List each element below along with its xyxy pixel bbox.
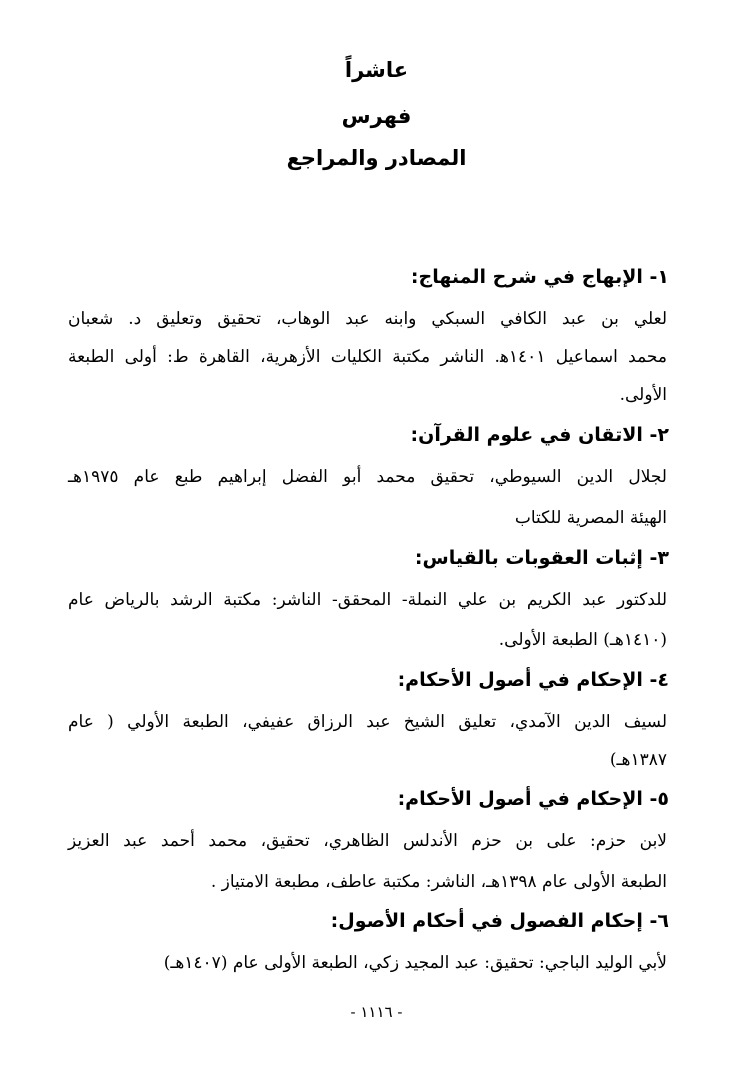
entry-1-line-1: لعلي بن عبد الكافي السبكي وابنه عبد الوهاب، تحقيق وتعليق د. شعبان xyxy=(68,309,667,329)
entry-1-title: ١- الإبهاج في شرح المنهاج: xyxy=(410,266,669,288)
page-number: - ١١١٦ - xyxy=(350,1003,403,1021)
entry-5-line-2: الطبعة الأولى عام ١٣٩٨هـ، الناشر: مكتبة عاطف، مطبعة الامتياز . xyxy=(210,872,667,892)
entry-2-title: ٢- الاتقان في علوم القرآن: xyxy=(410,424,669,446)
entry-2-line-2: الهيئة المصرية للكتاب xyxy=(514,508,667,528)
entry-6-title: ٦- إحكام الفصول في أحكام الأصول: xyxy=(330,910,669,932)
entry-2-line-1: لجلال الدين السيوطي، تحقيق محمد أبو الفضل إبراهيم طبع عام ١٩٧٥هـ xyxy=(68,467,667,487)
sources-references-heading: المصادر والمراجع xyxy=(286,146,467,170)
entry-1-line-3: الأولى. xyxy=(619,385,667,405)
entry-3-title: ٣- إثبات العقوبات بالقياس: xyxy=(414,547,669,569)
entry-5-title: ٥- الإحكام في أصول الأحكام: xyxy=(397,788,669,810)
entry-1-line-2: محمد اسماعيل ١٤٠١ه‍. الناشر مكتبة الكليات الأزهرية، القاهرة ط: أولى الطبعة xyxy=(68,347,667,367)
entry-4-line-2: ١٣٨٧هـ) xyxy=(609,750,667,770)
entry-4-line-1: لسيف الدين الآمدي، تعليق الشيخ عبد الرزاق عفيفي، الطبعة الأولي ( عام xyxy=(68,712,667,732)
entry-5-line-1: لابن حزم: على بن حزم الأندلس الظاهري، تحقيق، محمد أحمد عبد العزيز xyxy=(68,831,667,851)
index-heading: فهرس xyxy=(341,104,412,128)
entry-4-title: ٤- الإحكام في أصول الأحكام: xyxy=(397,669,669,691)
entry-3-line-1: للدكتور عبد الكريم بن علي النملة- المحقق- الناشر: مكتبة الرشد بالرياض عام xyxy=(68,590,667,610)
entry-3-line-2: (١٤١٠هـ) الطبعة الأولى. xyxy=(498,630,667,650)
entry-6-line-1: لأبي الوليد الباجي: تحقيق: عبد المجيد زكي، الطبعة الأولى عام (١٤٠٧هـ) xyxy=(163,953,667,973)
section-number-heading: عاشراً xyxy=(344,58,409,82)
